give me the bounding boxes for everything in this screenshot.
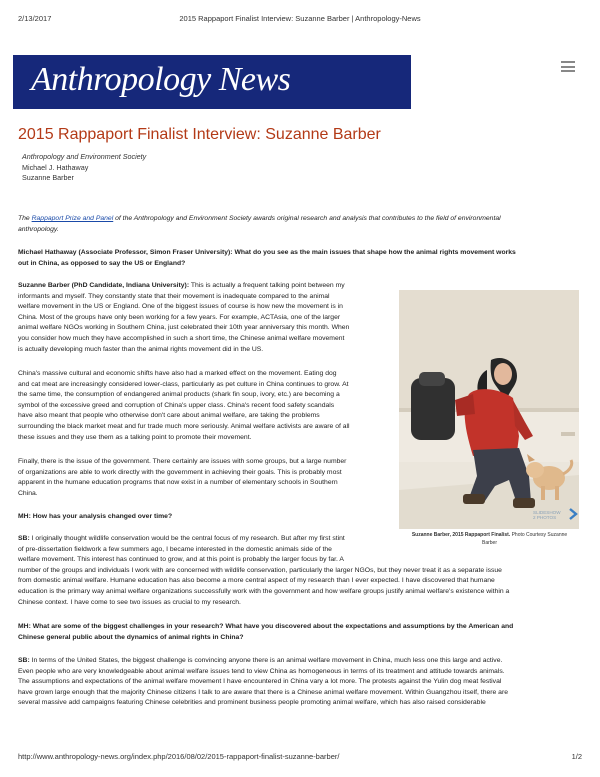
page-url: http://www.anthropology-news.org/index.php/2016/08/02/2015-rappaport-finalist-suzanne-barber/	[18, 752, 340, 761]
question-2: MH: How has your analysis changed over time?	[18, 513, 173, 520]
article-author[interactable]: Michael J. Hathaway	[22, 162, 89, 172]
answer-1-paragraph-2: China's massive cultural and economic shifts have also had a marked effect on the movement. Eating dog and cat meat are increasingly considered lower-class, particularly as pet culture in China continues to grow. At the same time, the consumption of endangered animal products (shark fin soup, ivory, etc.) are becoming a symbol of the excessive greed and corruption of China's upper class. China's recent food safety scandals have also meant that people who otherwise don't care about animal welfare, are taking the problems surrounding the black market meat and fur trade much more seriously. Animal welfare activists are aware of all these issues and they use them as a talking point to promote their movement.	[18, 370, 350, 441]
article-title: 2015 Rappaport Finalist Interview: Suzanne Barber	[18, 126, 381, 143]
suzanne-barber-photo[interactable]	[399, 290, 579, 529]
article-author[interactable]: Suzanne Barber	[22, 173, 74, 182]
speaker-label: Suzanne Barber (PhD Candidate, Indiana University):	[18, 282, 190, 289]
site-banner[interactable]	[13, 55, 411, 109]
question-1: Michael Hathaway (Associate Professor, Simon Fraser University): What do you see as the main issues that shape how the animal rights movement works out in China, as opposed to say the US or England?	[18, 249, 516, 267]
browser-print-footer	[18, 752, 582, 761]
site-logo: Anthropology News	[31, 61, 291, 98]
rappaport-prize-link[interactable]: Rappaport Prize and Panel	[31, 215, 114, 222]
browser-print-header	[18, 14, 582, 23]
page-number: 1/2	[571, 752, 582, 761]
answer-3-paragraph: SB: In terms of the United States, the biggest challenge is convincing anyone there is an animal welfare movement in China, much less one this large and active. Even people who are very knowledgeable about animal welfare issues tend to view China as homogeneous in terms of its treatment and attitude towards animals. The assumptions and expectations of the animal welfare movement I have encountered in China vary a lot more. The protests against the Yulin dog meat festival have grown large enough that the majority Chinese citizens I talk to are aware that there is a Chinese animal welfare movement. Within Guangzhou itself, there are several massive add campaigns featuring Chinese celebrities and prominent business people promoting animal welfare, which has also raised considerable	[18, 657, 509, 707]
speaker-label: SB:	[18, 535, 30, 542]
article-section[interactable]: Anthropology and Environment Society	[22, 152, 147, 161]
answer-1-paragraph: Suzanne Barber (PhD Candidate, Indiana University): This is actually a frequent talking point between my informants and myself. They constantly state that their movement is inadequate compared to the animal welfare movement in the US or England. One of the biggest issues of course is how new the movement is in China. Most of the groups have only been working for a few years. For example, ACTAsia, one of the larger animal welfare NGOs working in Southern China, just celebrated their 10th year anniversary this month. When you consider how much they have accomplished in such a short time, the Chinese animal welfare movement is actually developing much faster than the animal rights movement did in the US.	[18, 282, 350, 353]
print-date: 2/13/2017	[18, 14, 52, 23]
hamburger-menu-icon[interactable]	[561, 61, 575, 73]
answer-2-paragraph: SB: I originally thought wildlife conservation would be the central focus of my research. But after my first stint of pre-dissertation fieldwork a few summers ago, I became interested in the domestic animals side of the welfare movement. This interest has continued to grow, and at this point is probably the larger focus by far. A number of the groups and individuals I work with are concerned with wildlife conservation, particularly the larger NGOs, but they never treat it as a separate issue from domestic animal welfare. Humane education has also become a more central aspect of my research than I ever expected. I have discovered that humane education is the primary way animal welfare organizations successfully work with the government and how welfare groups justify animal welfare's existence within a Chinese context. I have come to see two issues as crucial to my research.	[18, 535, 510, 606]
speaker-label: SB:	[18, 657, 30, 664]
intro-paragraph: The Rappaport Prize and Panel of the Anthropology and Environment Society awards original research and analysis that contributes to the field of environmental anthropology.	[18, 215, 501, 233]
question-3: MH: What are some of the biggest challenges in your research? What have you discovered about the expectations and assumptions by the American and Chinese general public about the dynamics of animal rights in China?	[18, 623, 514, 641]
print-page-title: 2015 Rappaport Finalist Interview: Suzanne Barber | Anthropology-News	[179, 14, 421, 23]
chevron-right-icon[interactable]	[568, 508, 578, 520]
photo-caption: Suzanne Barber, 2015 Rappaport Finalist. Photo Courtesy Suzanne Barber	[411, 532, 568, 546]
answer-1-paragraph-3: Finally, there is the issue of the government. There certainly are issues with some groups, but a large number of organizations are able to work directly with the government in achieving their goals. This is probably most apparent in the humane education programs that now exist in a number of elementary schools in Southern China.	[18, 458, 347, 497]
article-meta	[22, 152, 146, 184]
slideshow-label[interactable]: SLIDESHOW 2 PHOTOS	[533, 510, 561, 520]
